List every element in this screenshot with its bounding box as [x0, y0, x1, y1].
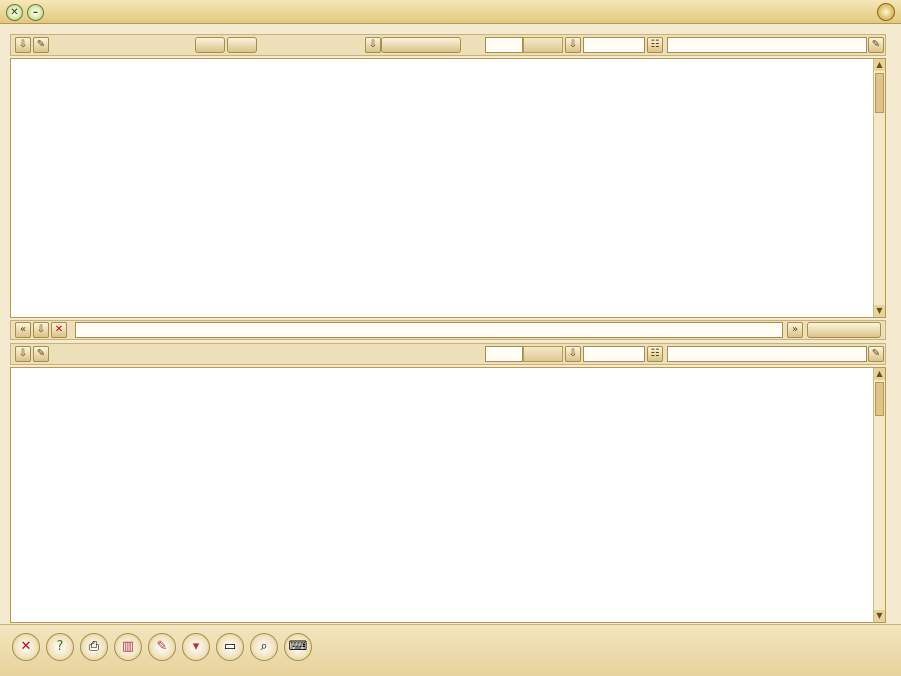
section-tree-icon[interactable]: ☷: [647, 346, 663, 362]
bottom-bar: [0, 624, 901, 676]
keyboard-icon[interactable]: ⌨: [284, 633, 312, 661]
search-icon[interactable]: ⌕: [250, 633, 278, 661]
page-dropdown-icon[interactable]: ⇩: [565, 37, 581, 53]
top-pane-scrollbar[interactable]: [873, 59, 885, 317]
book-select-icon[interactable]: ✎: [868, 37, 884, 53]
app-logo-icon: [877, 3, 895, 21]
edit-note-icon[interactable]: ✎: [148, 633, 176, 661]
scroll-thumb[interactable]: [875, 382, 884, 416]
down-arrow-icon[interactable]: ⇩: [33, 322, 49, 338]
bottom-pane-content: [11, 368, 873, 622]
close-pane-icon[interactable]: ✕: [51, 322, 67, 338]
page-label: [523, 346, 563, 362]
books-icon[interactable]: ▥: [114, 633, 142, 661]
scroll-down-icon[interactable]: ▼: [874, 305, 885, 317]
show-book-button[interactable]: [807, 322, 881, 338]
bottom-pane-scrollbar[interactable]: [873, 368, 885, 622]
bookmark-dropdown-icon[interactable]: ▾: [182, 633, 210, 661]
book-field[interactable]: [667, 346, 867, 362]
top-pane-content: [11, 59, 873, 317]
links-dropdown-icon[interactable]: ⇩: [365, 37, 381, 53]
help-icon[interactable]: ?: [46, 633, 74, 661]
book-select-icon[interactable]: ✎: [868, 346, 884, 362]
close-window-icon[interactable]: ✕: [6, 4, 23, 21]
section-field[interactable]: [583, 37, 645, 53]
down-arrow-icon[interactable]: ⇩: [15, 346, 31, 362]
next-button[interactable]: [227, 37, 257, 53]
top-toolbar: [10, 34, 886, 56]
scroll-up-icon[interactable]: ▲: [874, 59, 885, 71]
scroll-down-icon[interactable]: ▼: [874, 610, 885, 622]
book-field[interactable]: [667, 37, 867, 53]
scroll-thumb[interactable]: [875, 73, 884, 113]
bottom-toolbar: [10, 343, 886, 365]
page-label: [523, 37, 563, 53]
title-bar: [0, 0, 901, 24]
top-text-pane[interactable]: [10, 58, 886, 318]
down-arrow-icon[interactable]: ⇩: [15, 37, 31, 53]
bottom-text-pane[interactable]: [10, 367, 886, 623]
exit-icon[interactable]: ✕: [12, 633, 40, 661]
page-dropdown-icon[interactable]: ⇩: [565, 346, 581, 362]
tools-icon[interactable]: ✎: [33, 37, 49, 53]
scroll-up-icon[interactable]: ▲: [874, 368, 885, 380]
print-icon[interactable]: ⎙: [80, 633, 108, 661]
page-number-field[interactable]: [485, 37, 523, 53]
compare-book-field[interactable]: [75, 322, 783, 338]
prev-button[interactable]: [195, 37, 225, 53]
show-links-button[interactable]: [381, 37, 461, 53]
expand-icon[interactable]: »: [787, 322, 803, 338]
middle-bar: [10, 320, 886, 340]
section-field[interactable]: [583, 346, 645, 362]
page-number-field[interactable]: [485, 346, 523, 362]
collapse-icon[interactable]: «: [15, 322, 31, 338]
page-view-icon[interactable]: ▭: [216, 633, 244, 661]
tools-icon[interactable]: ✎: [33, 346, 49, 362]
section-tree-icon[interactable]: ☷: [647, 37, 663, 53]
minimize-window-icon[interactable]: –: [27, 4, 44, 21]
